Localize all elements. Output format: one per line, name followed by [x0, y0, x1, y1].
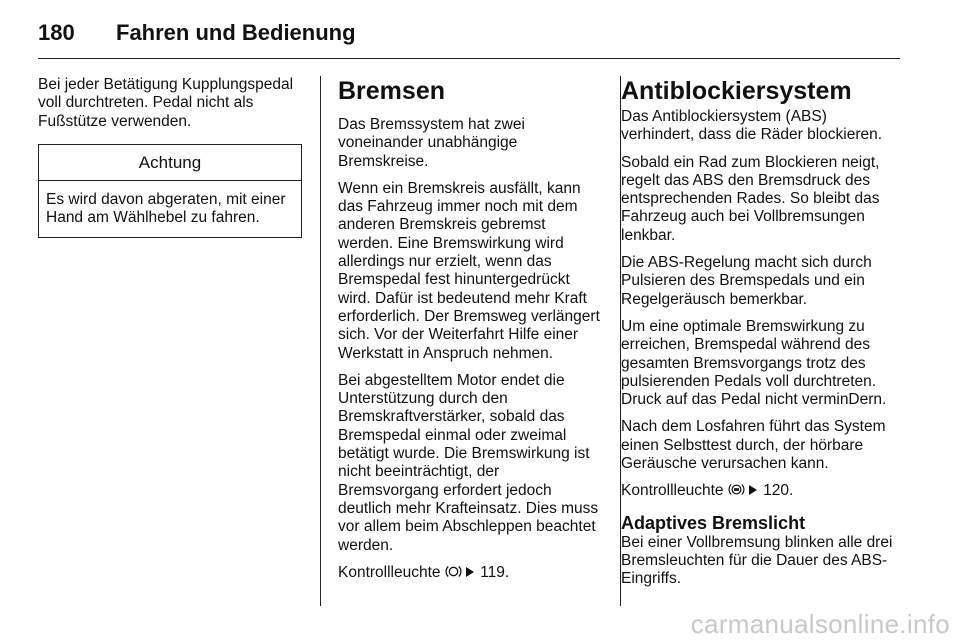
- reference-label: Kontrollleuchte: [338, 563, 441, 581]
- watermark: carmanualsonline.info: [690, 609, 950, 639]
- abs-paragraph-2: Sobald ein Rad zum Blockieren neigt, regelt das ABS den Bremsdruck des entsprechenden Rades. So bleibt das Fahrzeug auch bei Vollbremsungen lenkbar.: [621, 153, 880, 244]
- page-title: Fahren und Bedienung: [116, 20, 356, 45]
- brake-warning-icon: [445, 564, 462, 584]
- header-rule: [38, 58, 900, 59]
- page-header: [38, 20, 356, 46]
- abs-paragraph-4: Um eine optimale Bremswirkung zu erreichen, Bremspedal während des gesamten Bremsvorgangs trotz des pulsierenden Pedals voll durchtreten. Druck auf das Pedal nicht verminDern.: [621, 317, 887, 409]
- reference-page[interactable]: 120.: [763, 482, 794, 500]
- intro-paragraph: Bei jeder Betätigung Kupplungspedal voll durchtreten. Pedal nicht als Fußstütze verwenden.: [38, 76, 294, 130]
- brakes-paragraph-1: Das Bremssystem hat zwei voneinander unabhängige Bremskreise.: [338, 116, 525, 170]
- brakes-reference: [338, 564, 604, 584]
- warning-box: [38, 144, 302, 238]
- warning-heading: Achtung: [39, 145, 301, 181]
- section-heading-brakes: Bremsen: [338, 77, 445, 105]
- abs-warning-icon: [728, 482, 745, 502]
- reference-page[interactable]: 119.: [480, 563, 510, 581]
- abs-paragraph-3: Die ABS-Regelung macht sich durch Pulsieren des Bremspedals und ein Regelgeräusch bemerkbar.: [621, 254, 872, 308]
- column-middle: [338, 76, 604, 593]
- brakes-paragraph-3: Bei abgestelltem Motor endet die Unterstützung durch den Bremskraftverstärker, sobald das Bremspedal einmal oder zweimal betätigt wurde. Die Bremswirkung ist nicht beeinträchtigt, der Bremsvorgang erfordert jedoch deutlich mehr Krafteinsatz. Dies muss vor allem beim Abschleppen beachtet werden.: [338, 371, 599, 554]
- abs-paragraph-1: Das Antiblockiersystem (ABS) verhindert, dass die Räder blockieren.: [621, 108, 883, 144]
- column-separator-1: [320, 76, 321, 606]
- abs-reference: [621, 482, 903, 502]
- brakes-paragraph-2: Wenn ein Bremskreis ausfällt, kann das Fahrzeug immer noch mit dem anderen Bremskreis gebremst werden. Eine Bremswirkung wird allerdings nur erzielt, wenn das Bremspedal fest hinuntergedrückt wird. Dafür ist bedeutend mehr Kraft erforderlich. Der Bremsweg verlängert sich. Vor der Weiterfahrt Hilfe einer Werkstatt in Anspruch nehmen.: [338, 179, 600, 362]
- column-right: [621, 76, 903, 598]
- page-reference-arrow-icon: [466, 567, 474, 577]
- section-heading-abs: Antiblockiersystem: [621, 77, 852, 105]
- abs-paragraph-5: Nach dem Losfahren führt das System einen Selbsttest durch, der hörbare Geräusche verursachen kann.: [621, 418, 886, 473]
- subheading-adaptive-brake-light: Adaptives Bremslicht: [621, 512, 806, 533]
- warning-text: Es wird davon abgeraten, mit einer Hand am Wählhebel zu fahren.: [46, 191, 286, 227]
- page-reference-arrow-icon: [749, 485, 757, 495]
- column-left: [38, 76, 302, 238]
- reference-label: Kontrollleuchte: [621, 482, 724, 500]
- abs-paragraph-6: Bei einer Vollbremsung blinken alle drei Bremsleuchten für die Dauer des ABS-Eingriffs.: [621, 533, 893, 588]
- page-number: 180: [38, 20, 75, 45]
